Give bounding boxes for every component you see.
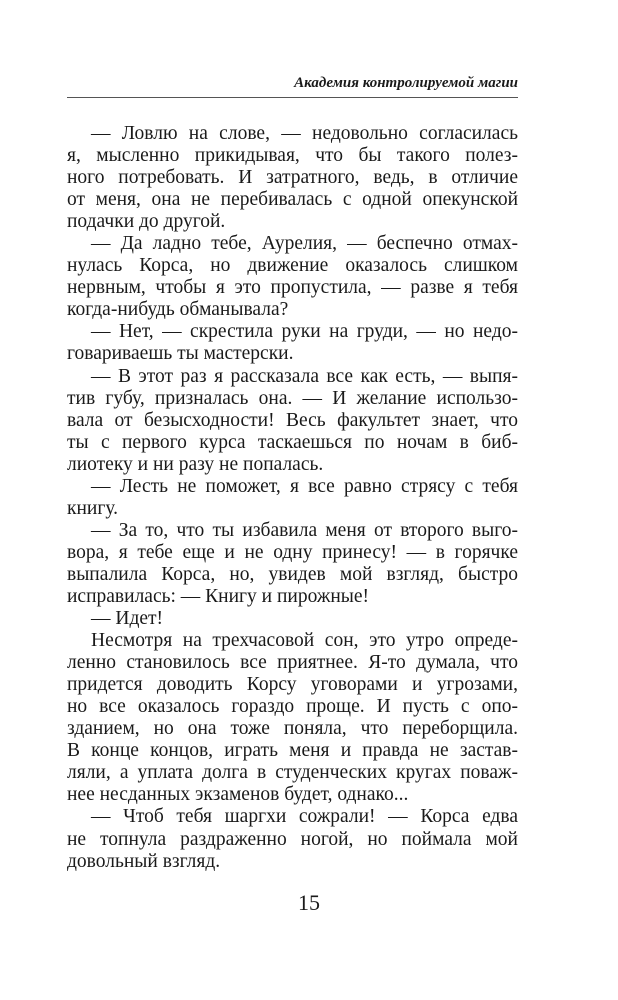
text-line: В конце концов, играть меня и правда не застав- xyxy=(67,740,518,762)
paragraph xyxy=(67,233,518,321)
header-rule xyxy=(67,97,518,98)
text-line: придется доводить Корсу уговорами и угрозами, xyxy=(67,674,518,696)
paragraph xyxy=(67,608,518,630)
text-line: — Нет, — скрестила руки на груди, — но недо- xyxy=(91,321,518,343)
paragraph xyxy=(67,520,518,608)
text-line: — Лесть не поможет, я все равно стрясу с тебя xyxy=(91,475,518,497)
text-line: — Чтоб тебя шаргхи сожрали! — Корса едва xyxy=(91,806,518,828)
text-line: когда-нибудь обманывала? xyxy=(67,299,289,321)
text-line: — Идет! xyxy=(91,608,164,630)
text-line: не топнула раздраженно ногой, но поймала мой xyxy=(67,828,518,850)
text-line: подачки до другой. xyxy=(67,211,226,233)
text-line: ляли, а уплата долга в студенческих кругах поваж- xyxy=(67,762,518,784)
text-line: я, мысленно прикидывая, что бы такого полез- xyxy=(67,145,518,167)
paragraph xyxy=(67,123,518,233)
text-line: — Ловлю на слове, — недовольно согласилась xyxy=(91,123,518,144)
text-line: от меня, она не перебивалась с одной опекунской xyxy=(67,189,518,211)
text-line: нервным, чтобы я это пропустила, — разве я тебя xyxy=(67,277,518,299)
paragraph xyxy=(67,630,518,806)
text-line: говариваешь ты мастерски. xyxy=(67,343,294,365)
text-line: довольный взгляд. xyxy=(67,850,221,872)
page-number: 15 xyxy=(298,890,320,915)
text-line: лиотеку и ни разу не попалась. xyxy=(67,453,324,475)
paragraph xyxy=(67,366,518,476)
text-line: ты с первого курса таскаешься по ночам в биб- xyxy=(67,431,518,453)
text-line: но все оказалось гораздо проще. И пусть с опо- xyxy=(67,696,518,718)
text-line: вала от безысходности! Весь факультет знает, что xyxy=(67,409,518,431)
paragraph xyxy=(67,476,518,520)
paragraph xyxy=(67,321,518,365)
text-line: — В этот раз я рассказала все как есть, — выпя- xyxy=(91,365,518,387)
text-line: выпалила Корса, но, увидев мой взгляд, быстро xyxy=(67,563,518,585)
text-line: — За то, что ты избавила меня от второго выго- xyxy=(91,519,518,541)
text-line: нулась Корса, но движение оказалось слишком xyxy=(67,255,518,277)
text-line: зданием, но она тоже поняла, что переборщила. xyxy=(67,718,518,740)
text-line: книгу. xyxy=(67,497,119,519)
text-line: вора, я тебе еще и не одну принесу! — в горячке xyxy=(67,541,518,563)
text-line: ленно становилось все приятнее. Я-то думала, что xyxy=(67,652,518,674)
text-line: нее несданных экзаменов будет, однако... xyxy=(67,784,409,806)
text-line: — Да ладно тебе, Аурелия, — беспечно отмах- xyxy=(91,233,518,255)
text-line: Несмотря на трехчасовой сон, это утро опреде- xyxy=(91,630,518,652)
running-header: Академия контролируемой магии xyxy=(294,75,518,91)
text-line: тив губу, призналась она. — И желание использо- xyxy=(67,387,518,409)
text-line: ного потребовать. И затратного, ведь, в отличие xyxy=(67,167,518,189)
page-body xyxy=(67,123,518,873)
text-line: исправилась: — Книгу и пирожные! xyxy=(67,585,370,607)
paragraph xyxy=(67,806,518,872)
